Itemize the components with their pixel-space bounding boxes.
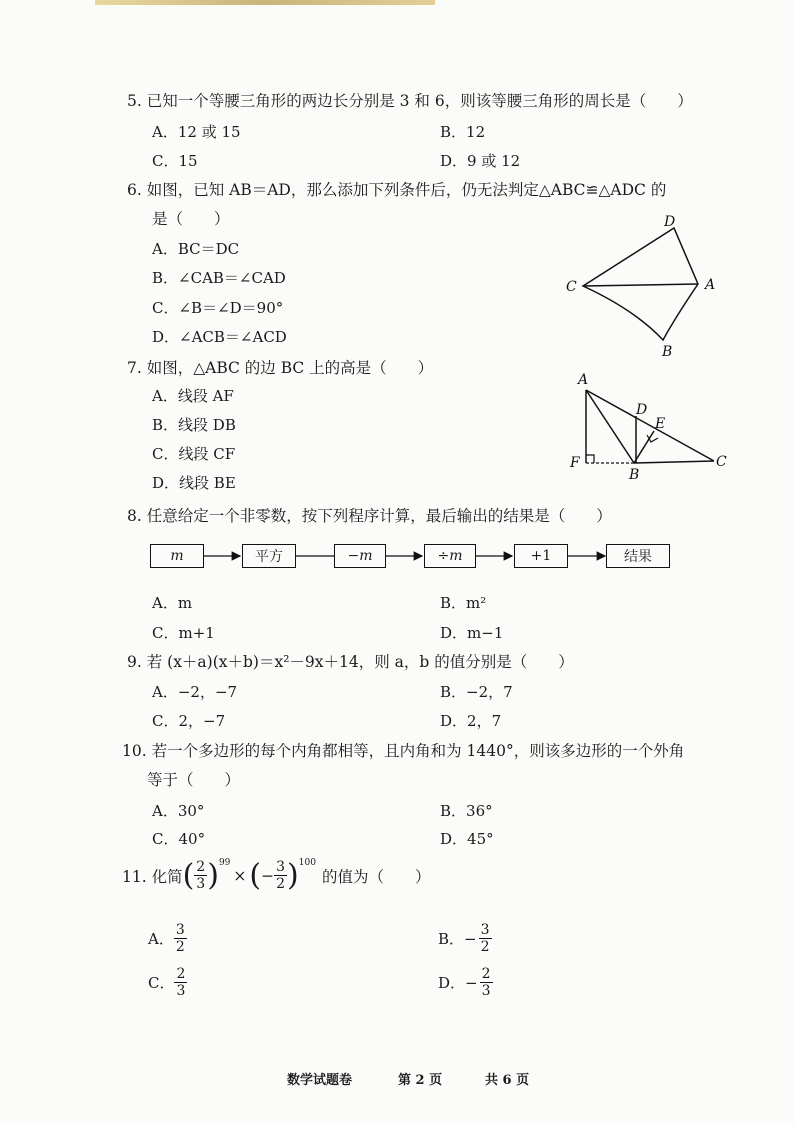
q11-paren-open-1: ( [182, 858, 195, 893]
q10-option-c[interactable]: C．40° [152, 830, 206, 848]
q11-option-c-fraction [174, 966, 187, 999]
q11-frac1-num: 2 [196, 859, 206, 875]
q6-stem-line2: 是（ ） [152, 210, 230, 228]
q6-option-b[interactable]: B．∠CAB＝∠CAD [152, 269, 286, 287]
q6-kite-figure [560, 210, 730, 360]
q11-option-a-fraction [174, 922, 187, 955]
footer-title: 数学试题卷 [287, 1073, 353, 1088]
q8-option-b[interactable]: B．m² [440, 594, 487, 612]
q7-stem: 7. 如图，△ABC 的边 BC 上的高是（ ） [127, 359, 434, 377]
q8-flow-result: 结果 [606, 544, 670, 568]
q11-paren-open-2: ( [249, 858, 262, 893]
q11-paren-close-2: ) [287, 858, 299, 893]
q8-flow-minus-m: −m [334, 544, 386, 568]
q11-prefix: 11. 化简 [122, 867, 183, 886]
q5-stem: 5. 已知一个等腰三角形的两边长分别是 3 和 6，则该等腰三角形的周长是（ ） [127, 92, 693, 110]
q11-option-d-label: D． [438, 974, 466, 992]
scan-edge-smudge [95, 0, 435, 5]
q11-option-d-sign: − [465, 973, 478, 992]
q7-label-b: B [629, 467, 640, 483]
q7-option-a[interactable]: A．线段 AF [152, 387, 234, 405]
q6-option-d[interactable]: D．∠ACB＝∠ACD [152, 328, 287, 346]
q10-option-a[interactable]: A．30° [152, 802, 205, 820]
q11-suffix: 的值为（ ） [321, 867, 431, 886]
q7-option-b[interactable]: B．线段 DB [152, 416, 236, 434]
q10-stem-line1: 10. 若一个多边形的每个内角都相等，且内角和为 1440°，则该多边形的一个外角 [122, 742, 685, 760]
q8-option-a[interactable]: A．m [152, 594, 193, 612]
q6-label-a: A [705, 277, 716, 293]
q7-triangle-figure [560, 370, 740, 485]
q9-option-c[interactable]: C．2，−7 [152, 712, 226, 730]
q8-flow-input-m: m [150, 544, 204, 568]
q10-option-b[interactable]: B．36° [440, 802, 493, 820]
q11-option-d-num: 2 [481, 966, 491, 982]
footer-page: 第 2 页 [398, 1073, 443, 1088]
q11-option-c-num: 2 [176, 966, 186, 982]
q11-option-b-fraction [479, 922, 492, 955]
q9-stem: 9. 若 (x＋a)(x＋b)＝x²－9x＋14，则 a，b 的值分别是（ ） [127, 653, 574, 671]
q11-option-b-num: 3 [480, 922, 490, 938]
q11-option-c-label: C． [148, 974, 175, 992]
q7-option-d[interactable]: D．线段 BE [152, 474, 236, 492]
q6-diagonal-ca [583, 284, 698, 286]
q7-option-c[interactable]: C．线段 CF [152, 445, 236, 463]
q7-label-f: F [570, 455, 580, 471]
q7-label-d: D [636, 402, 648, 418]
q7-segment-ac [586, 390, 714, 461]
q7-segment-ab [586, 390, 634, 463]
q6-stem-line1: 6. 如图，已知 AB＝AD，那么添加下列条件后，仍无法判定△ABC≌△ADC 的 [127, 181, 667, 199]
q11-option-b-label: B． [438, 930, 465, 948]
q9-option-a[interactable]: A．−2，−7 [152, 683, 238, 701]
q5-option-d[interactable]: D．9 或 12 [440, 152, 521, 170]
q7-label-e: E [655, 416, 666, 432]
q11-stem [122, 858, 430, 893]
q11-option-a-den: 2 [175, 939, 185, 955]
q8-flow-square: 平方 [242, 544, 296, 568]
q11-times: × [233, 866, 247, 885]
footer-total: 共 6 页 [485, 1073, 530, 1088]
q8-flow-arrows [150, 542, 670, 572]
q11-option-a-label: A． [148, 930, 174, 948]
q11-frac2-sign: − [261, 866, 275, 885]
q6-label-b: B [662, 344, 673, 360]
q11-option-c[interactable] [148, 966, 187, 999]
q5-option-b[interactable]: B．12 [440, 123, 486, 141]
q6-option-c[interactable]: C．∠B＝∠D＝90° [152, 299, 284, 317]
q8-flow-plus-one: +1 [514, 544, 568, 568]
q7-segment-bc [634, 461, 714, 463]
q9-option-b[interactable]: B．−2，7 [440, 683, 513, 701]
q11-frac2-den: 2 [276, 876, 286, 892]
q11-frac2-num: 3 [276, 859, 286, 875]
q8-flow-divide-m: ÷m [424, 544, 476, 568]
q5-option-a[interactable]: A．12 或 15 [152, 123, 241, 141]
q7-label-c: C [716, 454, 727, 470]
q6-label-d: D [664, 214, 676, 230]
q11-option-b-sign: − [464, 929, 477, 948]
q8-stem: 8. 任意给定一个非零数，按下列程序计算，最后输出的结果是（ ） [127, 507, 612, 525]
q11-fraction-2 [274, 859, 287, 892]
q11-option-b[interactable] [438, 922, 492, 955]
q11-option-d[interactable] [438, 966, 493, 999]
q11-fraction-1 [194, 859, 207, 892]
q8-option-c[interactable]: C．m+1 [152, 624, 215, 642]
q11-frac1-den: 3 [196, 876, 206, 892]
q11-option-b-den: 2 [480, 939, 490, 955]
q6-label-c: C [566, 279, 577, 295]
q11-option-d-fraction [480, 966, 493, 999]
q9-option-d[interactable]: D．2，7 [440, 712, 502, 730]
q7-right-angle-f [586, 455, 594, 463]
q10-stem-line2: 等于（ ） [147, 771, 241, 789]
q10-option-d[interactable]: D．45° [440, 830, 494, 848]
q11-option-d-den: 3 [481, 983, 491, 999]
q6-option-a[interactable]: A．BC＝DC [152, 240, 240, 258]
q7-segment-be [634, 431, 654, 463]
q11-option-a-num: 3 [175, 922, 185, 938]
q11-option-a[interactable] [148, 922, 187, 955]
q8-option-d[interactable]: D．m−1 [440, 624, 504, 642]
q11-option-c-den: 3 [176, 983, 186, 999]
q7-label-a: A [578, 372, 589, 388]
q5-option-c[interactable]: C．15 [152, 152, 198, 170]
q11-exp-2: 100 [298, 858, 316, 868]
q11-exp-1: 99 [218, 858, 231, 868]
q11-paren-close-1: ) [207, 858, 219, 893]
